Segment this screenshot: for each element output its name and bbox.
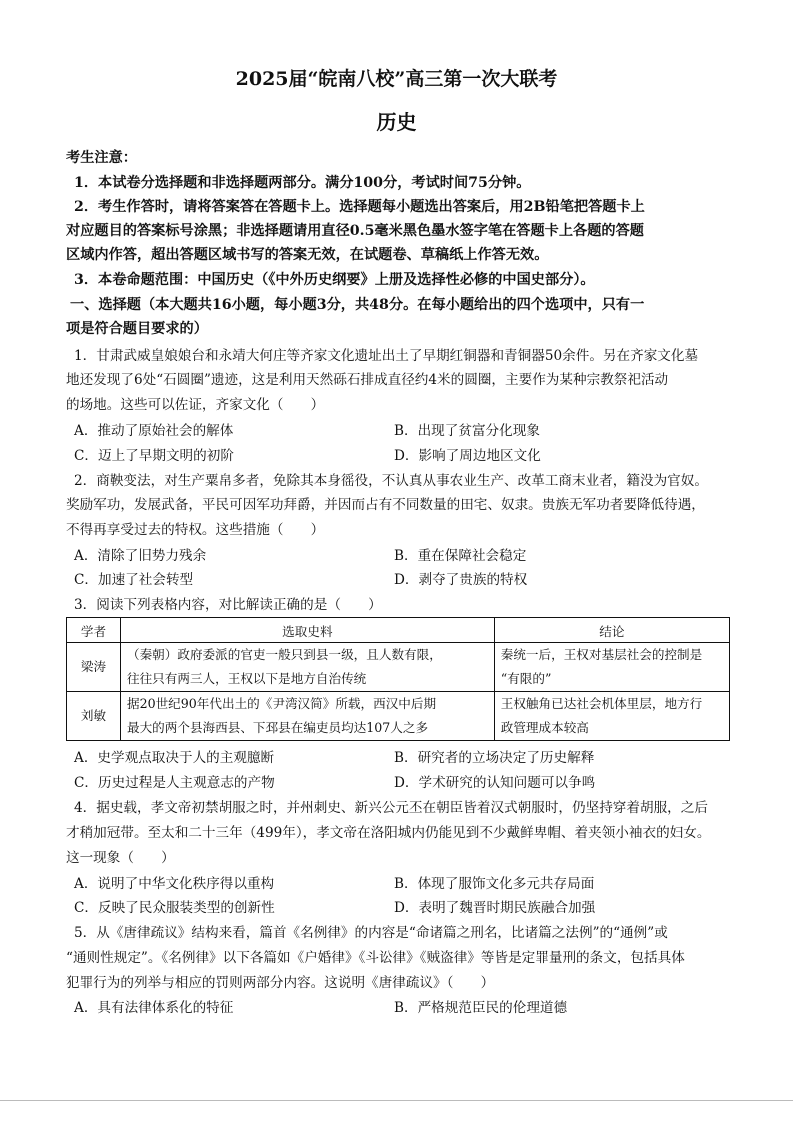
- notice-line: 3．本卷命题范围：中国历史（《中外历史纲要》上册及选择性必修的中国史部分）。: [74, 272, 595, 288]
- question-text: 犯罪行为的列举与相应的罚则两部分内容。这说明《唐律疏议》（ ）: [66, 975, 495, 991]
- option-a: A．史学观点取决于人的主观臆断: [74, 750, 275, 766]
- conclusion-line: “有限的”: [500, 671, 552, 686]
- option-a: A．具有法律体系化的特征: [74, 1000, 234, 1016]
- notice-line: 区域内作答，超出答题区域书写的答案无效，在试题卷、草稿纸上作答无效。: [66, 247, 549, 263]
- question-text: 2．商鞅变法，对生产粟帛多者，免除其本身徭役，不认真从事农业生产、改革工商末业者，籍没为官奴。: [74, 473, 708, 489]
- question-text: 不得再享受过去的特权。这些措施（ ）: [66, 522, 325, 538]
- notice-line: 2．考生作答时，请将答案答在答题卡上。选择题每小题选出答案后，用2B铅笔把答题卡上: [74, 199, 645, 215]
- question-text: 4．据史载，孝文帝初禁胡服之时，并州刺史、新兴公元丕在朝臣皆着汉式朝服时，仍坚持穿着胡服，之后: [74, 800, 708, 816]
- source-cell: [120, 643, 494, 692]
- option-d: D．影响了周边地区文化: [394, 448, 541, 464]
- source-cell: [120, 692, 494, 741]
- exam-title: 2025届“皖南八校”高三第一次大联考: [235, 68, 558, 90]
- table-header: 结论: [494, 618, 729, 643]
- question-text: 1．甘肃武威皇娘娘台和永靖大何庄等齐家文化遗址出土了早期红铜器和青铜器50余件。另在齐家文化墓: [74, 348, 699, 364]
- table-header: 选取史料: [120, 618, 494, 643]
- table-row: [67, 692, 730, 741]
- source-line: （秦朝）政府委派的官吏一般只到县一级，且人数有限，: [126, 647, 442, 662]
- source-line: 最大的两个县海西县、下邳县在编吏员均达107人之多: [126, 720, 429, 735]
- question-text: 3．阅读下列表格内容，对比解读正确的是（ ）: [74, 597, 382, 613]
- section-heading: 项是符合题目要求的）: [66, 321, 208, 337]
- notice-line: 对应题目的答案标号涂黑；非选择题请用直径0.5毫米黑色墨水签字笔在答题卡上各题的答题: [66, 223, 644, 239]
- question-text: 5．从《唐律疏议》结构来看，篇首《名例律》的内容是“命诸篇之刑名，比诸篇之法例”的“通例”或: [74, 925, 668, 941]
- conclusion-line: 秦统一后，王权对基层社会的控制是: [500, 647, 703, 662]
- question-text: 的场地。这些可以佐证，齐家文化（ ）: [66, 397, 325, 413]
- table-header: 学者: [67, 618, 121, 643]
- conclusion-cell: [494, 643, 729, 692]
- option-a: A．清除了旧势力残余: [74, 548, 207, 564]
- option-b: B．研究者的立场决定了历史解释: [394, 750, 595, 766]
- subject-title: 历史: [376, 110, 417, 134]
- question-text: “通则性规定”。《名例律》以下各篇如《户婚律》《斗讼律》《贼盗律》等皆是定罪量刑的条文，包括具体: [66, 950, 685, 966]
- question-text: 才稍加冠带。至太和二十三年（499年），孝文帝在洛阳城内仍能见到不少戴鲜卑帽、着夹领小袖衣的妇女。: [66, 825, 711, 841]
- table-row: [67, 643, 730, 692]
- section-heading: 一、选择题（本大题共16小题，每小题3分，共48分。在每小题给出的四个选项中，只有一: [70, 297, 645, 313]
- option-d: D．学术研究的认知问题可以争鸣: [394, 775, 596, 791]
- option-c: C．加速了社会转型: [74, 572, 194, 588]
- question-text: 地还发现了6处“石圆圈”遗迹，这是利用天然砾石排成直径约4米的圆圈，主要作为某种宗教祭祀活动: [66, 372, 669, 388]
- notice-line: 1．本试卷分选择题和非选择题两部分。满分100分，考试时间75分钟。: [74, 175, 531, 191]
- option-c: C．反映了民众服装类型的创新性: [74, 900, 275, 916]
- option-c: C．迈上了早期文明的初阶: [74, 448, 234, 464]
- option-b: B．重在保障社会稳定: [394, 548, 527, 564]
- scholar-cell: 刘敏: [67, 692, 121, 741]
- option-b: B．体现了服饰文化多元共存局面: [394, 876, 595, 892]
- source-table: [66, 617, 730, 741]
- question-text: 奖励军功，发展武备，平民可因军功拜爵，并因而占有不同数量的田宅、奴隶。贵族无军功者要降低待遇，: [66, 497, 705, 513]
- option-a: A．推动了原始社会的解体: [74, 423, 234, 439]
- option-d: D．剥夺了贵族的特权: [394, 572, 528, 588]
- conclusion-line: 王权触角已达社会机体里层，地方行: [500, 696, 703, 711]
- option-b: B．严格规范臣民的伦理道德: [394, 1000, 568, 1016]
- conclusion-line: 政管理成本较高: [500, 720, 589, 735]
- page-bottom-rule: [0, 1100, 793, 1101]
- source-line: 往往只有两三人，王权以下是地方自治传统: [126, 671, 367, 686]
- option-b: B．出现了贫富分化现象: [394, 423, 540, 439]
- option-d: D．表明了魏晋时期民族融合加强: [394, 900, 596, 916]
- table-header-row: [67, 618, 730, 643]
- option-c: C．历史过程是人主观意志的产物: [74, 775, 275, 791]
- conclusion-cell: [494, 692, 729, 741]
- question-text: 这一现象（ ）: [66, 850, 175, 866]
- notice-heading: 考生注意：: [66, 150, 137, 166]
- scholar-cell: 梁涛: [67, 643, 121, 692]
- source-line: 据20世纪90年代出土的《尹湾汉简》所载，西汉中后期: [126, 696, 437, 711]
- option-a: A．说明了中华文化秩序得以重构: [74, 876, 275, 892]
